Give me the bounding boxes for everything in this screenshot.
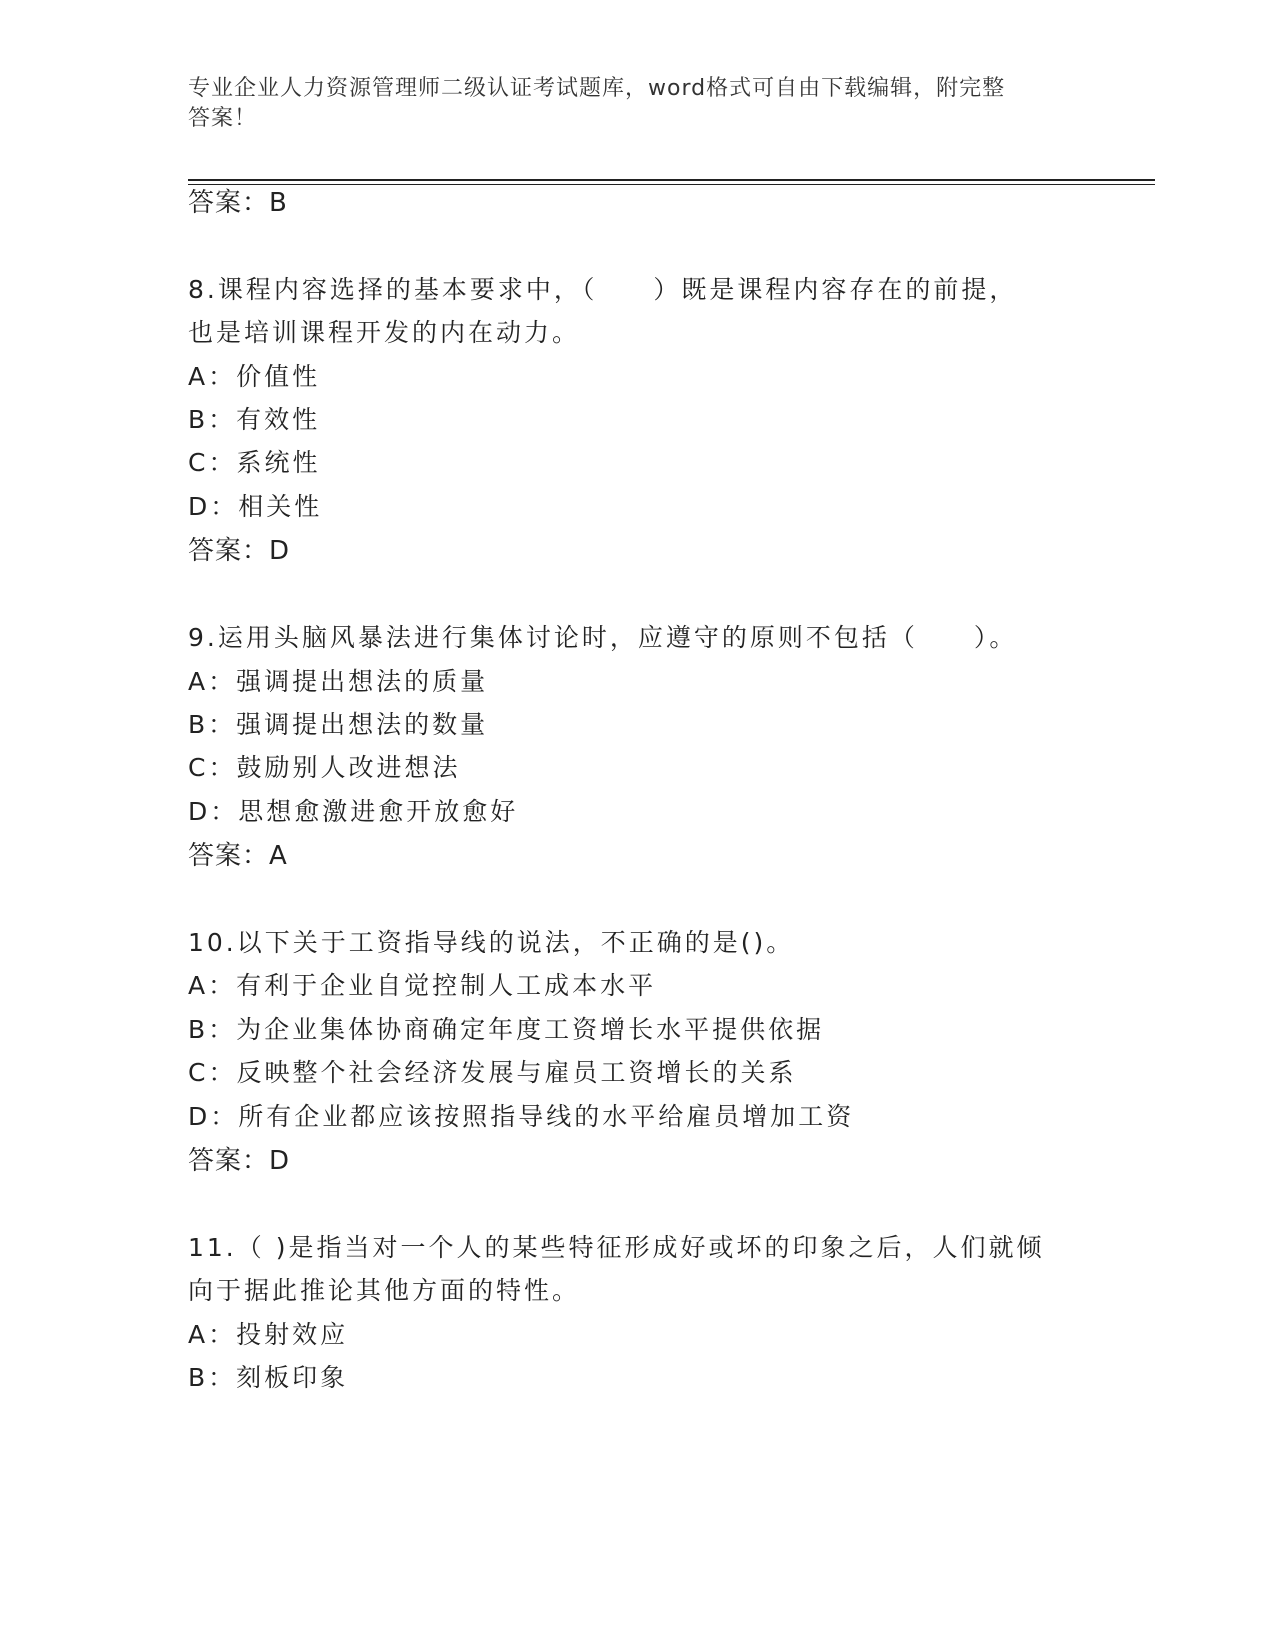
option-b: B：有效性 — [188, 405, 321, 434]
option-b: B：强调提出想法的数量 — [188, 710, 489, 739]
option-a: A：强调提出想法的质量 — [188, 667, 489, 696]
option-d: D：所有企业都应该按照指导线的水平给雇员增加工资 — [188, 1102, 855, 1131]
option-c: C：系统性 — [188, 448, 321, 477]
option-c: C：反映整个社会经济发展与雇员工资增长的关系 — [188, 1058, 797, 1087]
header-rule-thin — [188, 184, 1155, 185]
header-line-1: 专业企业人力资源管理师二级认证考试题库，word格式可自由下载编辑，附完整 — [188, 76, 1006, 101]
option-d: D：思想愈激进愈开放愈好 — [188, 797, 519, 826]
answer: 答案：D — [188, 1146, 291, 1176]
header-rule-thick — [188, 179, 1155, 181]
option-d: D：相关性 — [188, 492, 323, 521]
answer: 答案：D — [188, 536, 291, 566]
question-stem-line: 10.以下关于工资指导线的说法，不正确的是()。 — [188, 928, 795, 957]
answer-prev: 答案：B — [188, 188, 288, 218]
option-b: B：刻板印象 — [188, 1363, 349, 1392]
question-stem-line: 9.运用头脑风暴法进行集体讨论时，应遵守的原则不包括（ ）。 — [188, 623, 1018, 652]
question-stem-line: 也是培训课程开发的内在动力。 — [188, 318, 581, 347]
question-stem-line: 8.课程内容选择的基本要求中，（ ）既是课程内容存在的前提， — [188, 275, 1018, 304]
document-header — [188, 74, 1068, 134]
question-stem-line: 向于据此推论其他方面的特性。 — [188, 1276, 581, 1305]
option-b: B：为企业集体协商确定年度工资增长水平提供依据 — [188, 1015, 825, 1044]
header-line-2: 答案！ — [188, 106, 258, 131]
option-a: A：有利于企业自觉控制人工成本水平 — [188, 971, 657, 1000]
question-stem-line: 11.（ )是指当对一个人的某些特征形成好或坏的印象之后，人们就倾 — [188, 1233, 1045, 1262]
option-a: A：投射效应 — [188, 1320, 349, 1349]
answer: 答案：A — [188, 841, 288, 871]
option-a: A：价值性 — [188, 362, 321, 391]
option-c: C：鼓励别人改进想法 — [188, 753, 461, 782]
